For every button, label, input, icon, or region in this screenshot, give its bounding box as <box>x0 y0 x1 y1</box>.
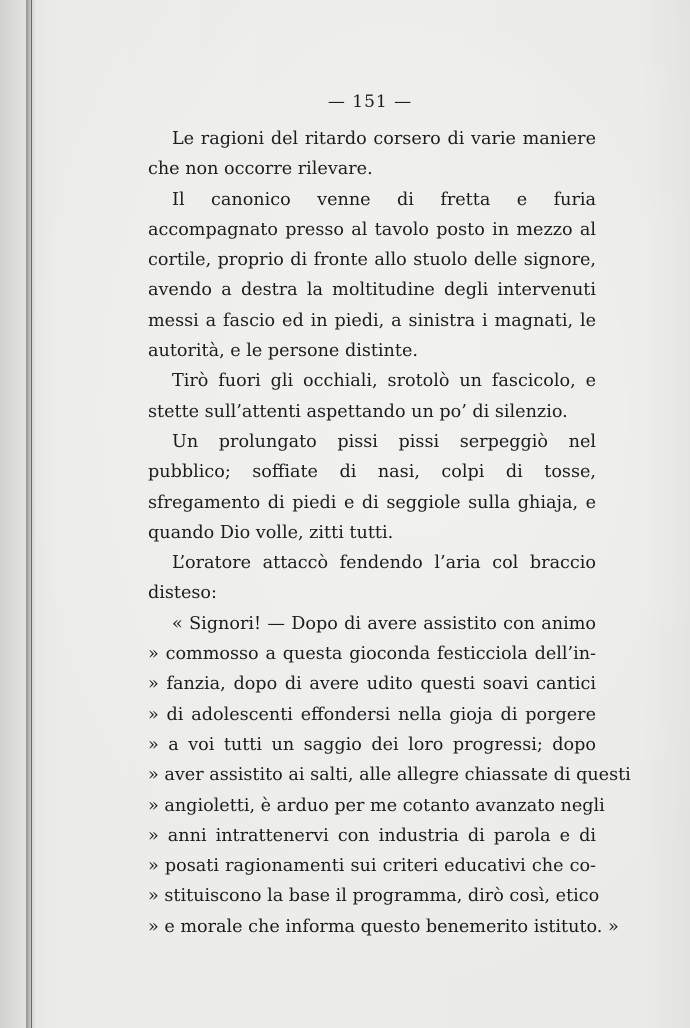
speech-line-4: » di adolescenti effondersi nella gioja di porgere <box>148 704 596 725</box>
speech-line-3: » fanzia, dopo di avere udito questi soavi cantici <box>148 674 596 695</box>
speech-line-7: » angioletti, è arduo per me cotanto avanzato negli <box>148 795 605 816</box>
paragraph-5: L’oratore attaccò fendendo l’aria col braccio disteso: <box>148 553 596 604</box>
speech-line-1: « Signori! — Dopo di avere assistito con animo <box>172 613 596 634</box>
speech-line-9: » posati ragionamenti sui criteri educativi che co- <box>148 856 596 877</box>
paragraph-4: Un prolungato pissi pissi serpeggiò nel pubblico; soffiate di nasi, colpi di tosse, sfregamento di piedi e di seggiole sulla ghiaja, e quando Dio volle, zitti tutti. <box>148 431 596 543</box>
speech-line-5: » a voi tutti un saggio dei loro progressi; dopo <box>148 734 596 755</box>
page-number: — 151 — <box>327 92 413 112</box>
speech-line-11: » e morale che informa questo benemerito istituto. » <box>148 916 619 937</box>
speech-line-6: » aver assistito ai salti, alle allegre chiassate di questi <box>148 765 631 786</box>
page-binding-edge <box>31 0 32 1028</box>
speech-quote <box>148 609 631 942</box>
speech-line-2: » commosso a questa gioconda festicciola dell’in- <box>148 644 596 665</box>
speech-line-10: » stituiscono la base il programma, dirò così, etico <box>148 886 600 907</box>
paragraph-3: Tirò fuori gli occhiali, srotolò un fascicolo, e stette sull’attenti aspettando un po’ di silenzio. <box>148 371 596 422</box>
body-text <box>148 124 631 942</box>
paragraph-1: Le ragioni del ritardo corsero di varie maniere che non occorre rilevare. <box>148 129 596 180</box>
speech-line-8: » anni intrattenervi con industria di parola e di <box>148 825 596 846</box>
paragraph-2: Il canonico venne di fretta e furia accompagnato presso al tavolo posto in mezzo al cortile, proprio di fronte allo stuolo delle signore, avendo a destra la moltitudine degli intervenuti messi a fascio ed in piedi, a sinistra i magnati, le autorità, e le persone distinte. <box>148 189 596 362</box>
